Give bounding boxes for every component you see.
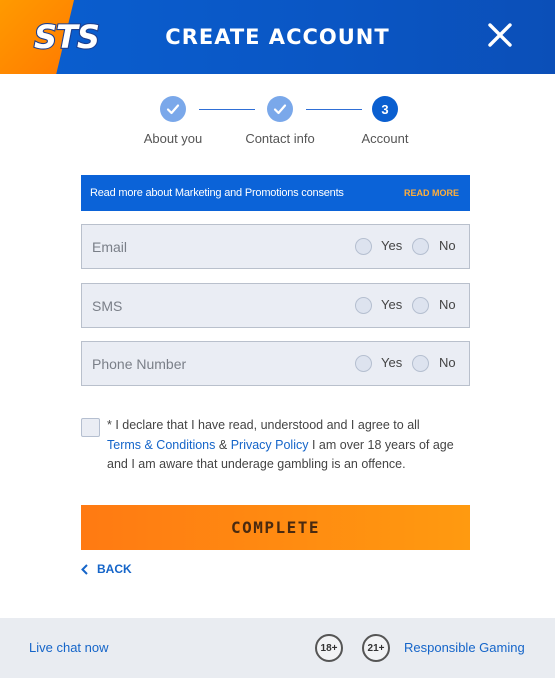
sms-yes-radio[interactable] [355, 297, 372, 314]
phone-no-radio[interactable] [412, 355, 429, 372]
svg-text:STS: STS [34, 18, 99, 56]
responsible-gaming-link[interactable]: Responsible Gaming [404, 640, 525, 655]
email-no-radio[interactable] [412, 238, 429, 255]
live-chat-link[interactable]: Live chat now [29, 640, 109, 655]
declaration-prefix: * I declare that I have read, understood and I agree to all [107, 418, 420, 432]
complete-button[interactable]: COMPLETE [81, 505, 470, 550]
chevron-left-icon [81, 564, 88, 575]
step-1-done [160, 96, 186, 122]
declaration-and: & [218, 437, 228, 452]
consent-label: Email [92, 238, 128, 255]
privacy-link[interactable]: Privacy Policy [230, 437, 309, 452]
no-label: No [439, 355, 456, 370]
age-18-badge: 18+ [315, 634, 343, 662]
consent-label: SMS [92, 297, 123, 314]
phone-yes-radio[interactable] [355, 355, 372, 372]
progress-steps [0, 92, 555, 152]
read-more-link[interactable]: READ MORE [403, 188, 459, 198]
declaration-checkbox[interactable] [81, 418, 100, 437]
step-2-done [267, 96, 293, 122]
back-button[interactable] [81, 560, 132, 578]
footer [0, 618, 555, 678]
back-label: BACK [97, 562, 132, 576]
step-connector [199, 109, 255, 110]
step-3-active: 3 [372, 96, 398, 122]
yes-label: Yes [381, 297, 403, 312]
yes-label: Yes [381, 238, 403, 253]
declaration-text [107, 416, 472, 475]
page-title: CREATE ACCOUNT [165, 25, 390, 49]
consent-email [81, 224, 470, 269]
age-21-badge: 21+ [362, 634, 390, 662]
terms-link[interactable]: Terms & Conditions [107, 437, 216, 452]
close-icon [484, 19, 516, 51]
email-yes-radio[interactable] [355, 238, 372, 255]
check-icon [166, 102, 180, 116]
header [0, 0, 555, 74]
consent-sms [81, 283, 470, 328]
consent-phone [81, 341, 470, 386]
close-button[interactable] [484, 19, 516, 51]
step-label-about-you: About you [143, 131, 203, 146]
yes-label: Yes [381, 355, 403, 370]
consent-label: Phone Number [92, 355, 187, 372]
check-icon [273, 102, 287, 116]
no-label: No [439, 238, 456, 253]
sms-no-radio[interactable] [412, 297, 429, 314]
step-connector [306, 109, 362, 110]
declaration-suffix: I am over 18 years of age and I am aware that underage gambling is an offence. [107, 437, 454, 471]
sts-logo [30, 14, 100, 56]
no-label: No [439, 297, 456, 312]
step-label-contact-info: Contact info [245, 131, 315, 146]
banner-text: Read more about Marketing and Promotions consents [90, 187, 344, 199]
marketing-consents-banner [81, 175, 470, 211]
step-label-account: Account [361, 131, 409, 146]
